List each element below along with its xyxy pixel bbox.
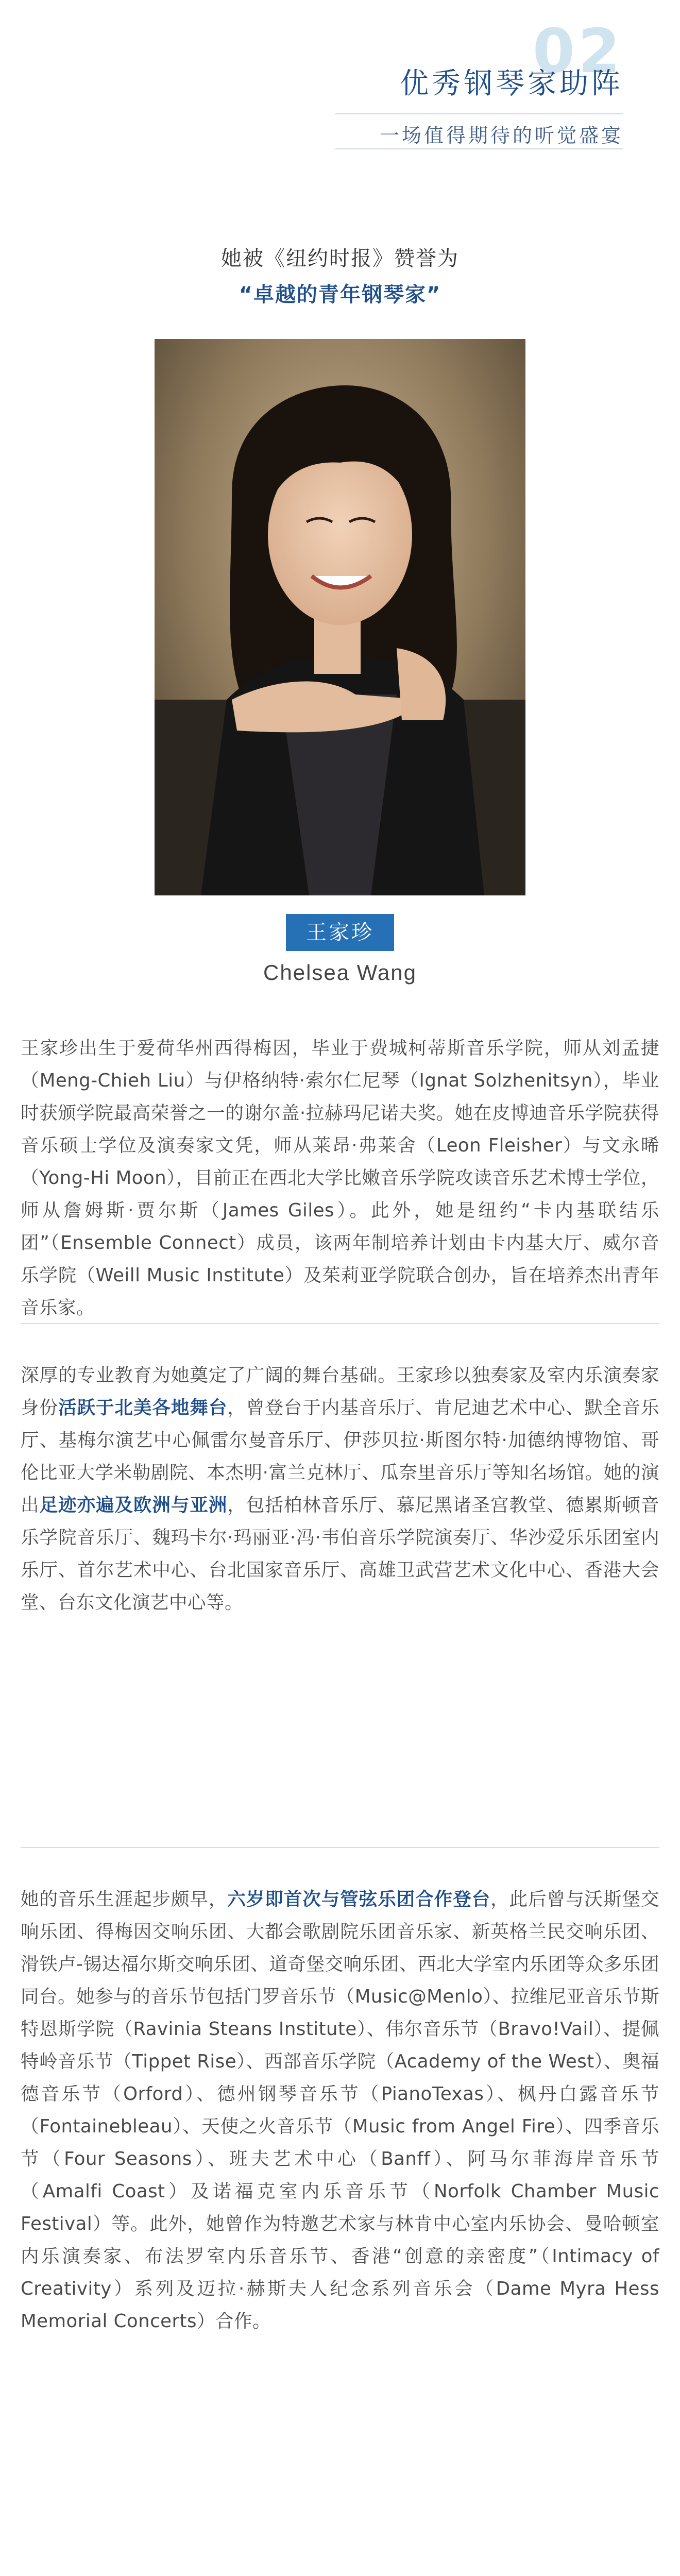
- portrait-illustration: [155, 339, 525, 895]
- text-run: 她的音乐生涯起步颇早，: [21, 1889, 228, 1910]
- artist-portrait-photo: [155, 339, 525, 895]
- section-subtitle: 一场值得期待的听觉盛宴: [379, 124, 623, 147]
- artist-name-english: Chelsea Wang: [263, 960, 417, 985]
- quote-line-1: 她被《纽约时报》赞誉为: [221, 247, 459, 270]
- quote-line-2: “卓越的青年钢琴家”: [239, 283, 441, 307]
- bio-text: 王家珍出生于爱荷华州西得梅因，毕业于费城柯蒂斯音乐学院，师从刘孟捷（Meng-Chieh Liu）与伊格纳特·索尔仁尼琴（Ignat Solzhenitsyn），毕业时获颁学院最高荣誉之一的谢尔盖·拉赫玛尼诺夫奖。她在皮博迪音乐学院获得音乐硕士学位及演奏家文凭，师从莱昂·弗莱舍（Leon Fleisher）与文永晞（Yong-Hi Moon），目前正在西北大学比嫩音乐学院攻读音乐艺术博士学位，师从詹姆斯·贾尔斯（James Giles）。此外，她是纽约“卡内基联结乐团”（Ensemble Connect）成员，该两年制培养计划由卡内基大厅、威尔音乐学院（Weill Music Institute）及茱莉亚学院联合创办，旨在培养杰出青年音乐家。: [21, 1038, 659, 1318]
- bio-paragraph-2: [21, 1359, 659, 1619]
- divider: [335, 148, 623, 149]
- text-run: ，曾登台于内基音乐厅、肯尼迪艺术中心、默全音乐厅、基梅尔演艺中心佩雷尔曼音乐厅、伊莎贝拉·斯图尔特·加德纳博物馆、哥伦比亚大学米勒剧院、本杰明·富兰克林厅、瓜奈里音乐厅等知名场馆。她的演出: [21, 1397, 659, 1516]
- text-run: 深厚的专业教育为她奠定了广阔的舞台基础。王家珍以独奏家及室内乐演奏家身份: [21, 1365, 659, 1418]
- bio-text: [21, 1359, 659, 1619]
- artist-name-badge: 王家珍: [286, 914, 394, 951]
- highlight-text: 活跃于北美各地舞台: [58, 1397, 228, 1418]
- bio-paragraph-1: [21, 1032, 659, 1324]
- highlight-text: 六岁即首次与管弦乐团合作登台: [227, 1889, 491, 1910]
- bio-paragraph-3: [21, 1883, 659, 2337]
- section-number: 02: [532, 15, 623, 87]
- section-title: 优秀钢琴家助阵: [400, 67, 623, 100]
- section-header: [0, 0, 680, 237]
- divider: [335, 113, 623, 114]
- bio-text: [21, 1883, 659, 2337]
- divider: [21, 1323, 659, 1324]
- divider: [21, 1847, 659, 1848]
- text-run: ，此后曾与沃斯堡交响乐团、得梅因交响乐团、大都会歌剧院乐团音乐家、新英格兰民交响乐团、滑铁卢-锡达福尔斯交响乐团、道奇堡交响乐团、西北大学室内乐团等众多乐团同台。她参与的音乐节包括门罗音乐节（Music@Menlo）、拉维尼亚音乐节斯特恩斯学院（Ravinia Steans Institute）、伟尔音乐节（Bravo!Vail）、提佩特岭音乐节（Tippet Rise）、西部音乐学院（Academy of the West）、奥福德音乐节（Orford）、德州钢琴音乐节（PianoTexas）、枫丹白露音乐节（Fontainebleau）、天使之火音乐节（Music from Angel Fire）、四季音乐节（Four Seasons）、班夫艺术中心（Banff）、阿马尔菲海岸音乐节（Amalfi Coast）及诺福克室内乐音乐节（Norfolk Chamber Music Festival）等。此外，她曾作为特邀艺术家与林肯中心室内乐协会、曼哈顿室内乐演奏家、布法罗室内乐音乐节、香港“创意的亲密度”（Intimacy of Creativity）系列及迈拉·赫斯夫人纪念系列音乐会（Dame Myra Hess Memorial Concerts）合作。: [21, 1889, 659, 2332]
- text-run: ，包括柏林音乐厅、慕尼黑诸圣宫教堂、德累斯顿音乐学院音乐厅、魏玛卡尔·玛丽亚·冯·韦伯音乐学院演奏厅、华沙爱乐乐团室内乐厅、首尔艺术中心、台北国家音乐厅、高雄卫武营艺术文化中心、香港大会堂、台东文化演艺中心等。: [21, 1495, 659, 1613]
- highlight-text: 足迹亦遍及欧洲与亚洲: [39, 1495, 228, 1516]
